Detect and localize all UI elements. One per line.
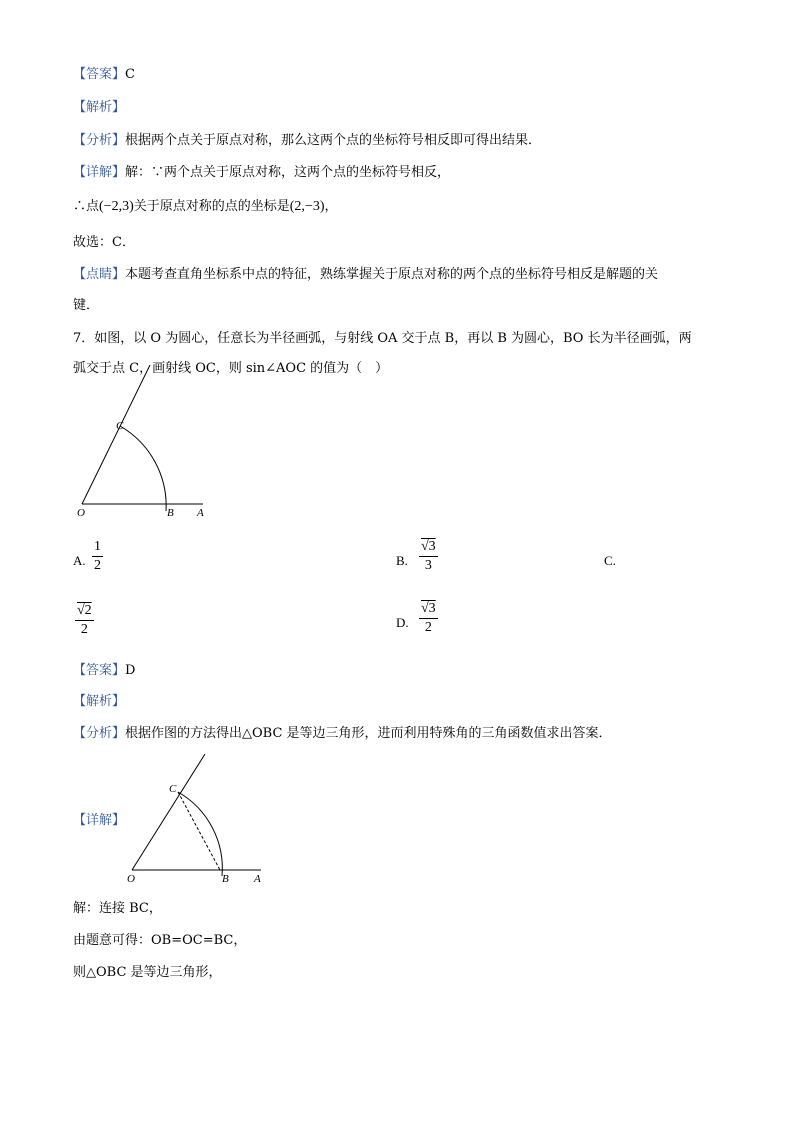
result-coord: (2,−3) [289, 199, 325, 214]
analysis-label-7: 【解析】 [73, 694, 126, 709]
label-a: A [197, 507, 204, 519]
option-b-label: B. [396, 553, 408, 568]
xiangjie-line-6 [73, 163, 450, 183]
therefore-pre: ∴点 [73, 199, 100, 214]
therefore-mid: 关于原点对称的点的坐标是 [133, 199, 290, 214]
question-7-line-2: 弧交于点 C，画射线 OC，则 sin∠AOC 的值为（ ） [73, 361, 389, 376]
arc-bc [120, 426, 166, 511]
choose-line-6: 故选：C． [73, 235, 135, 250]
fenxi-line-6 [73, 131, 541, 151]
analysis-label: 【解析】 [73, 100, 126, 115]
option-c-fraction [75, 603, 94, 638]
option-b-den: 3 [424, 558, 432, 573]
dianjing-text-1: 本题考查直角坐标系中点的特征，熟练掌握关于原点对称的两个点的坐标符号相反是解题的关 [125, 267, 659, 282]
label-b: B [222, 873, 229, 885]
option-b-num: √3 [419, 539, 438, 557]
dianjing-text-2: 键． [73, 298, 100, 313]
solution-line-1: 解：连接 BC， [73, 901, 162, 916]
fenxi-label-7: 【分析】 [73, 726, 126, 741]
xiangjie-label: 【详解】 [73, 165, 126, 180]
option-b-fraction [419, 539, 438, 574]
fenxi-text: 根据两个点关于原点对称，那么这两个点的坐标符号相反即可得出结果． [125, 133, 542, 148]
analysis-heading-7 [73, 692, 125, 712]
label-o: O [127, 873, 135, 885]
option-d-num: √3 [419, 601, 438, 619]
answer-line-6 [73, 65, 135, 85]
label-c: C [116, 420, 124, 432]
option-a-den: 2 [94, 558, 101, 573]
option-d-label: D. [396, 615, 409, 630]
answer-value-7: D [125, 663, 136, 678]
xiangjie-text: 解：∵两个点关于原点对称，这两个点的坐标符号相反， [125, 165, 451, 180]
answer-label-7: 【答案】 [73, 663, 126, 678]
option-d-den: 2 [424, 620, 432, 635]
xiangjie-heading-7 [73, 811, 125, 831]
solution-line-3: 则△OBC 是等边三角形， [73, 965, 222, 980]
fenxi-label: 【分析】 [73, 133, 126, 148]
therefore-post: ， [324, 199, 338, 214]
therefore-line-6 [73, 197, 338, 217]
figure-2 [123, 750, 268, 890]
fenxi-text-7: 根据作图的方法得出△OBC 是等边三角形，进而利用特殊角的三角函数值求出答案． [125, 726, 612, 741]
option-c-den: 2 [80, 622, 88, 637]
dianjing-label: 【点睛】 [73, 267, 126, 282]
option-a-num: 1 [92, 539, 103, 557]
answer-value: C [125, 67, 135, 82]
answer-line-7 [73, 661, 135, 681]
label-a: A [254, 873, 261, 885]
question-7-line-1: 7．如图，以 O 为圆心，任意长为半径画弧，与射线 OA 交于点 B，再以 B 为圆心，BO 长为半径画弧，两 [73, 331, 692, 346]
analysis-heading-6 [73, 98, 125, 118]
point-coord: (−2,3) [99, 199, 134, 214]
label-b: B [167, 507, 174, 519]
fenxi-line-7 [73, 724, 612, 744]
option-c-num: √2 [75, 603, 94, 621]
solution-line-2: 由题意可得：OB=OC=BC， [73, 933, 247, 948]
answer-label: 【答案】 [73, 67, 126, 82]
option-c-label: C. [604, 553, 616, 568]
figure-1 [70, 360, 220, 525]
ray-oc [132, 754, 205, 870]
label-c: C [169, 783, 177, 795]
ray-oc [82, 365, 150, 504]
option-a-fraction [92, 539, 103, 574]
option-d-fraction [419, 601, 438, 636]
option-a-label: A. [73, 553, 86, 568]
label-o: O [77, 507, 85, 519]
xiangjie-label-7: 【详解】 [73, 813, 126, 828]
dianjing-line-6 [73, 265, 658, 285]
